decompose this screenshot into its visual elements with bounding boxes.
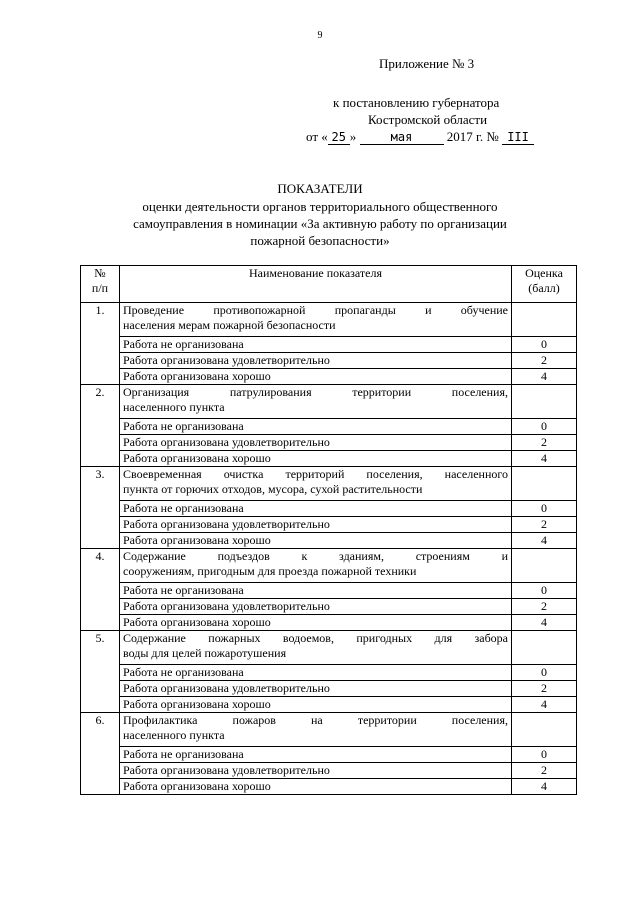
option-text: Работа организована удовлетворительно: [120, 763, 512, 779]
option-text: Работа не организована: [120, 747, 512, 763]
option-row: [81, 747, 577, 763]
heading-line-3: пожарной безопасности»: [250, 233, 390, 248]
date-prefix: от «: [306, 129, 328, 144]
option-row: [81, 501, 577, 517]
indicator-score-empty: [512, 549, 577, 583]
option-score: 4: [512, 697, 577, 713]
header-score-line2: (балл): [528, 281, 560, 295]
appendix-date-line: [306, 129, 534, 145]
indicator-name: [120, 303, 512, 337]
option-row: [81, 599, 577, 615]
option-text: Работа не организована: [120, 501, 512, 517]
page-number: 9: [317, 30, 323, 41]
option-text: Работа организована хорошо: [120, 369, 512, 385]
option-score: 0: [512, 501, 577, 517]
option-score: 2: [512, 353, 577, 369]
option-text: Работа организована удовлетворительно: [120, 517, 512, 533]
option-row: [81, 615, 577, 631]
header-num-line2: п/п: [91, 281, 109, 295]
indicator-score-empty: [512, 303, 577, 337]
option-score: 4: [512, 615, 577, 631]
indicator-name-line1: Организация патрулирования территории поселения,: [123, 385, 508, 399]
indicator-name-line2: сооружениям, пригодным для проезда пожарной техники: [123, 564, 417, 578]
indicator-name-line1: Своевременная очистка территорий поселения, населенного: [123, 467, 508, 481]
option-row: [81, 435, 577, 451]
option-text: Работа не организована: [120, 665, 512, 681]
indicator-name-line1: Содержание подъездов к зданиям, строениям и: [123, 549, 508, 563]
indicator-number: 4.: [81, 549, 120, 631]
option-row: [81, 517, 577, 533]
indicator-number: 6.: [81, 713, 120, 795]
appendix-resolution-line: к постановлению губернатора: [333, 95, 500, 110]
option-text: Работа организована хорошо: [120, 451, 512, 467]
indicator-name-line1: Содержание пожарных водоемов, пригодных для забора: [123, 631, 508, 645]
indicator-row: [81, 385, 577, 419]
heading-title: ПОКАЗАТЕЛИ: [277, 181, 363, 196]
option-score: 0: [512, 665, 577, 681]
option-row: [81, 681, 577, 697]
document-number: III: [502, 130, 534, 145]
indicator-name: [120, 467, 512, 501]
option-score: 0: [512, 747, 577, 763]
indicator-name-line2: населения мерам пожарной безопасности: [123, 318, 336, 332]
option-text: Работа не организована: [120, 419, 512, 435]
option-row: [81, 337, 577, 353]
indicator-name-line2: воды для целей пожаротушения: [123, 646, 287, 660]
indicator-score-empty: [512, 631, 577, 665]
indicator-score-empty: [512, 713, 577, 747]
option-row: [81, 763, 577, 779]
indicator-number: 3.: [81, 467, 120, 549]
option-text: Работа организована хорошо: [120, 615, 512, 631]
indicator-name-line1: Проведение противопожарной пропаганды и обучение: [123, 303, 508, 317]
option-score: 4: [512, 451, 577, 467]
option-score: 2: [512, 763, 577, 779]
indicator-row: [81, 713, 577, 747]
option-row: [81, 451, 577, 467]
indicator-name-line2: населенного пункта: [123, 400, 225, 414]
date-day: 25: [328, 130, 350, 145]
indicator-name-line2: пункта от горючих отходов, мусора, сухой растительности: [123, 482, 423, 496]
heading-line-1: оценки деятельности органов территориального общественного: [142, 199, 498, 214]
option-text: Работа организована хорошо: [120, 697, 512, 713]
option-row: [81, 369, 577, 385]
option-score: 0: [512, 337, 577, 353]
header-score: [512, 266, 577, 303]
header-num-line1: №: [94, 266, 106, 280]
date-year: 2017 г. №: [446, 129, 499, 144]
appendix-title: Приложение № 3: [379, 56, 475, 71]
indicator-row: [81, 631, 577, 665]
date-day-suffix: »: [349, 129, 357, 144]
indicator-name: [120, 713, 512, 747]
option-text: Работа организована удовлетворительно: [120, 599, 512, 615]
option-score: 2: [512, 599, 577, 615]
option-row: [81, 419, 577, 435]
date-month: мая: [360, 130, 444, 145]
option-row: [81, 697, 577, 713]
indicator-row: [81, 549, 577, 583]
indicators-table: [80, 265, 577, 795]
indicator-name: [120, 549, 512, 583]
indicator-number: 2.: [81, 385, 120, 467]
option-text: Работа организована хорошо: [120, 779, 512, 795]
option-score: 2: [512, 681, 577, 697]
option-row: [81, 665, 577, 681]
indicator-score-empty: [512, 467, 577, 501]
indicator-row: [81, 303, 577, 337]
option-text: Работа не организована: [120, 337, 512, 353]
header-num: [81, 266, 120, 303]
option-row: [81, 779, 577, 795]
option-row: [81, 583, 577, 599]
indicator-number: 5.: [81, 631, 120, 713]
option-text: Работа организована удовлетворительно: [120, 435, 512, 451]
option-row: [81, 353, 577, 369]
indicator-score-empty: [512, 385, 577, 419]
option-score: 4: [512, 779, 577, 795]
option-text: Работа организована хорошо: [120, 533, 512, 549]
option-score: 0: [512, 583, 577, 599]
indicator-row: [81, 467, 577, 501]
heading-line-2: самоуправления в номинации «За активную работу по организации: [133, 216, 507, 231]
indicator-name-line1: Профилактика пожаров на территории поселения,: [123, 713, 508, 727]
header-score-line1: Оценка: [525, 266, 563, 280]
option-score: 4: [512, 533, 577, 549]
option-score: 2: [512, 435, 577, 451]
indicator-name: [120, 631, 512, 665]
indicator-name: [120, 385, 512, 419]
option-text: Работа не организована: [120, 583, 512, 599]
option-score: 0: [512, 419, 577, 435]
option-text: Работа организована удовлетворительно: [120, 681, 512, 697]
option-score: 4: [512, 369, 577, 385]
option-text: Работа организована удовлетворительно: [120, 353, 512, 369]
indicator-name-line2: населенного пункта: [123, 728, 225, 742]
table-header-row: [81, 266, 577, 303]
option-row: [81, 533, 577, 549]
indicator-number: 1.: [81, 303, 120, 385]
option-score: 2: [512, 517, 577, 533]
header-name: Наименование показателя: [120, 266, 512, 303]
appendix-region-line: Костромской области: [368, 112, 488, 127]
